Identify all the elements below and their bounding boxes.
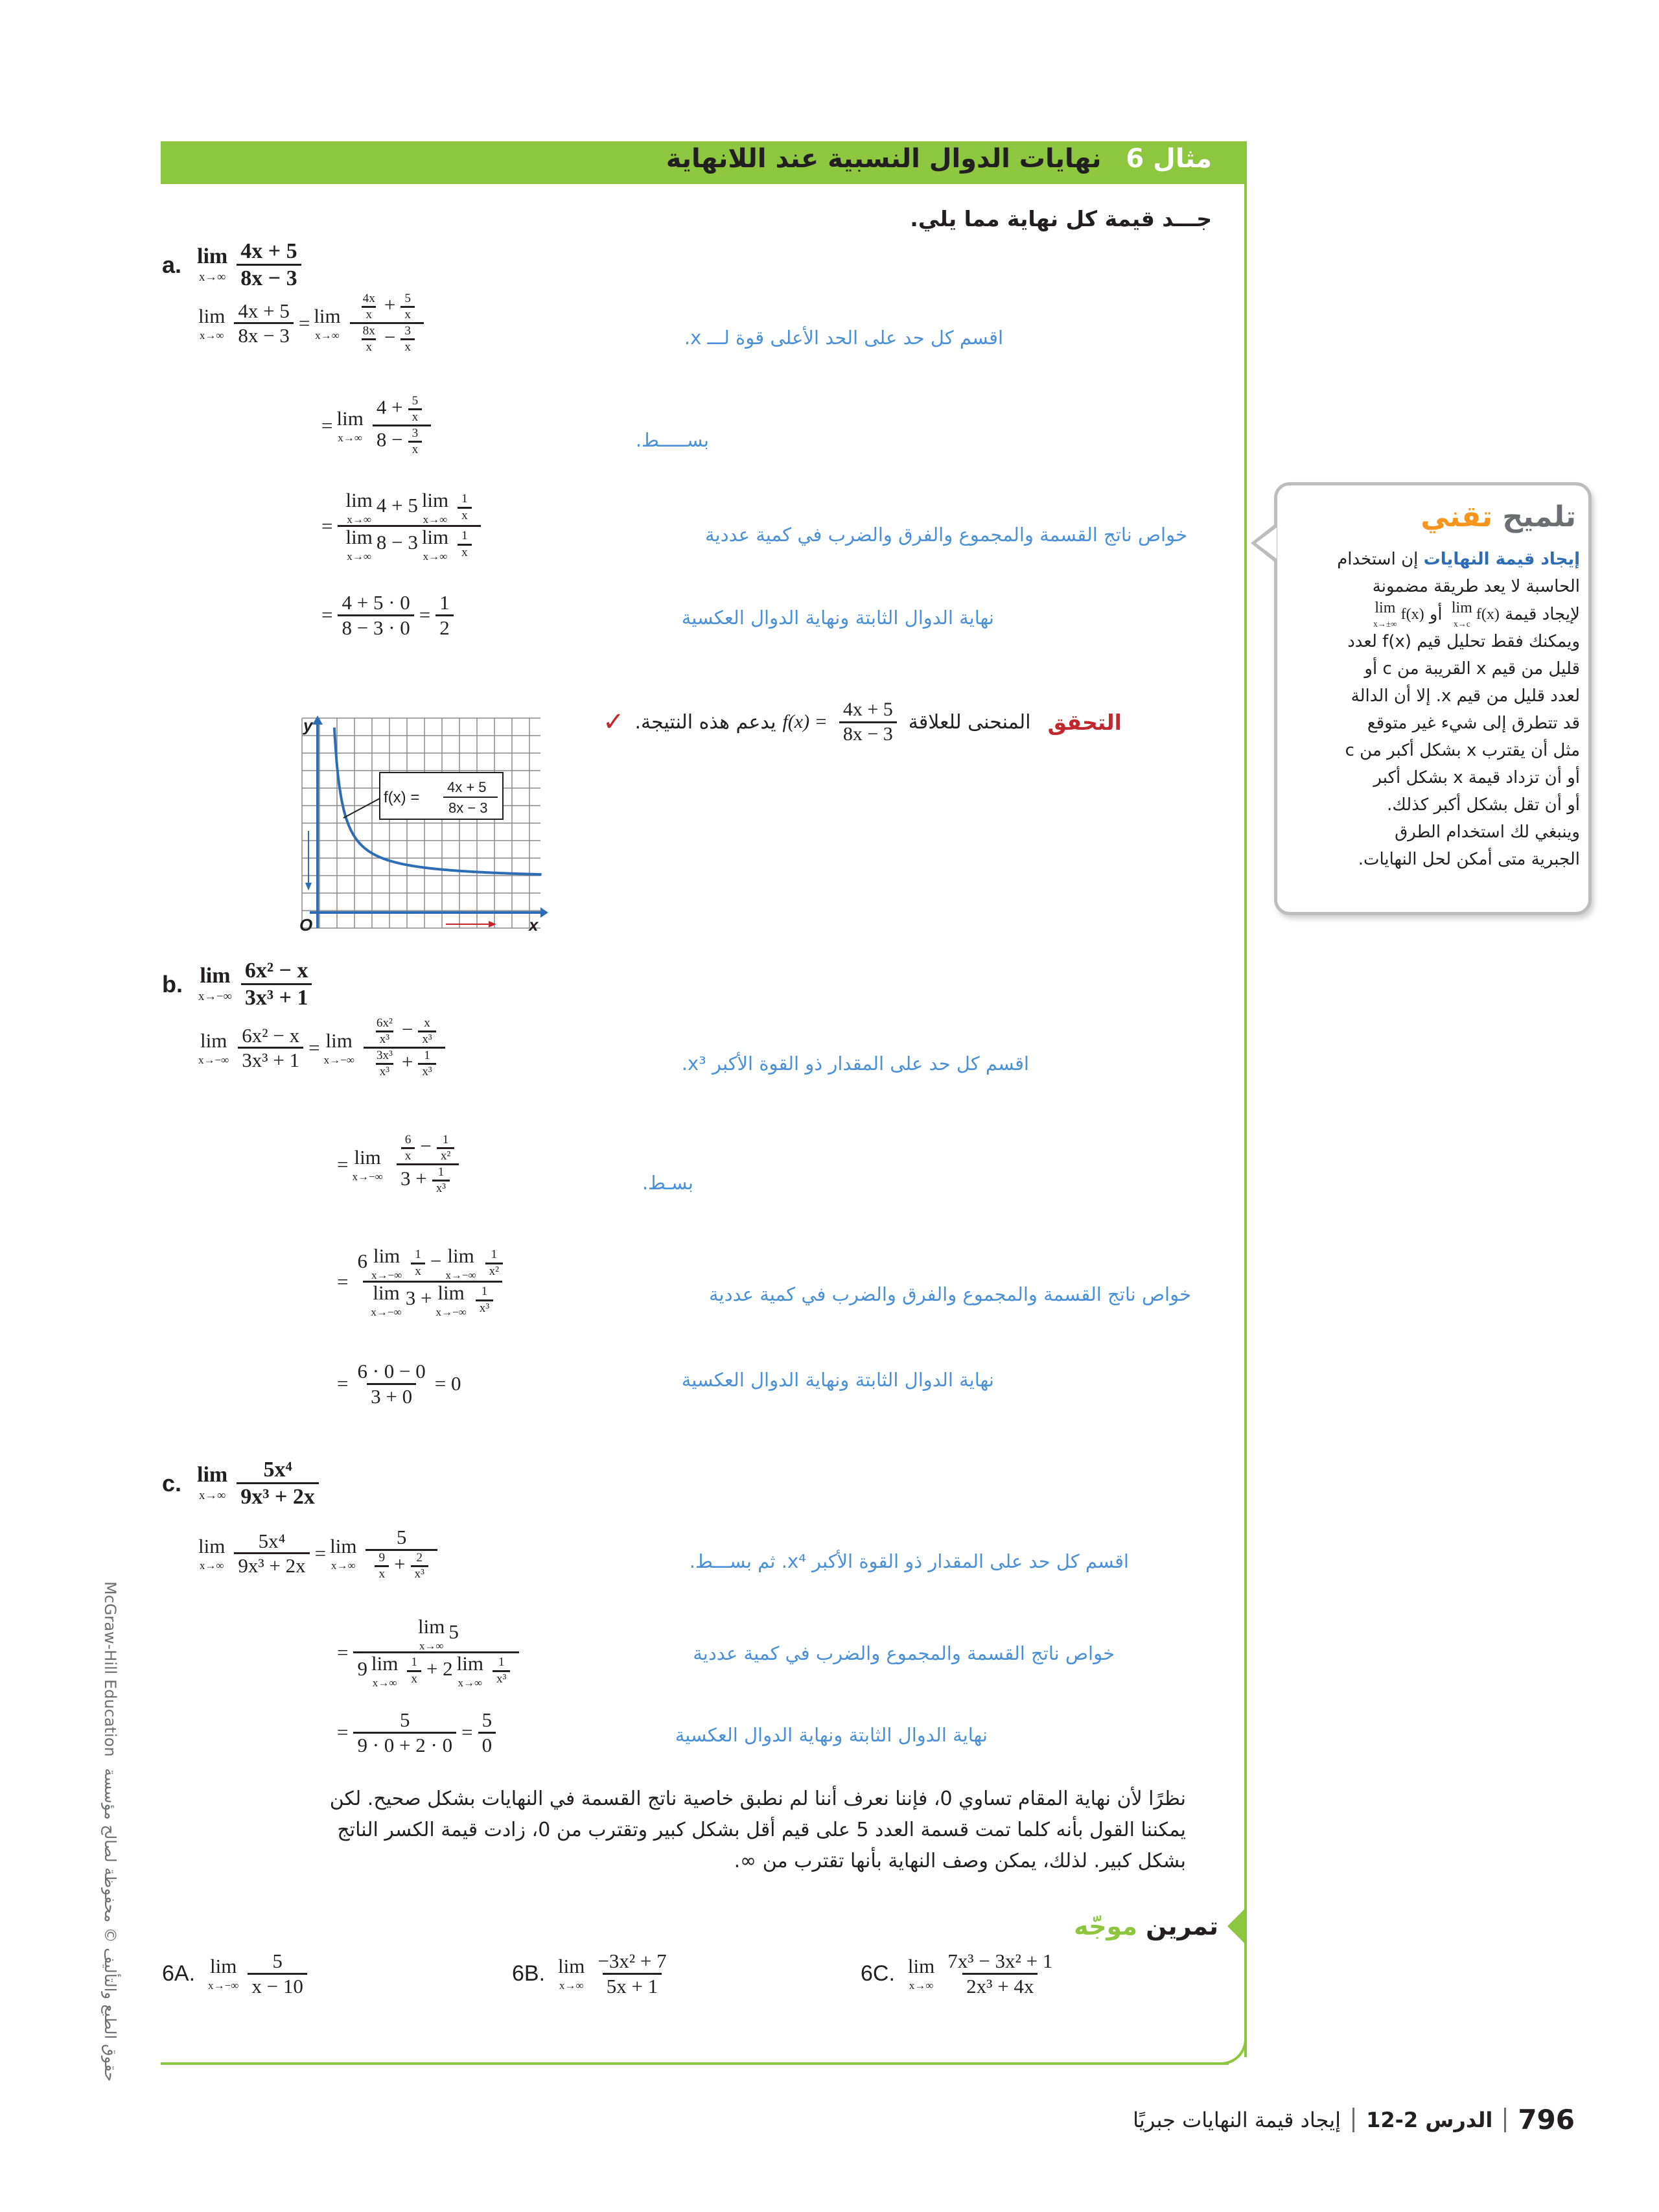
hint-line-2: الحاسبة لا يعد طريقة مضمونة [1372, 577, 1580, 596]
part-a-note-1: اقسم كل حد على الحد الأعلى قوة لـــ x. [684, 327, 1003, 349]
example-title-text: نهايات الدوال النسبية عند اللانهاية [666, 144, 1102, 174]
part-b-note-3: خواص ناتج القسمة والمجموع والفرق والضرب في كمية عددية [708, 1283, 1191, 1305]
practice-arrow [1227, 1909, 1244, 1943]
frame-bottom-border [161, 2062, 1229, 2065]
part-a-note-2: بســـــط. [635, 429, 709, 451]
hint-line-11: أو أن تقل بشكل أكبر كذلك. [1387, 795, 1580, 815]
instruction: جـــد قيمة كل نهاية مما يلي. [910, 206, 1212, 231]
part-b-step-1: lim x→−∞ $\frac{\text{6x² − x}}{\text{3x³ + 1}}$ = lim x→−∞ $\frac{\text{6x²}}{\text{x³}}$ − $\frac{x}{\text{x³}}$ $\frac{\text{3x³}}{\text{x³}}$ + $\frac{1}{\text{x³}}$ [194, 1016, 450, 1079]
practice-6a: 6A. lim x→−∞ 5 x − 10 [162, 1950, 312, 1997]
practice-6c-label: 6C. [861, 1961, 895, 1986]
practice-heading [1074, 1912, 1218, 1940]
hint-line-3: لإيجاد قيمة [1505, 604, 1580, 624]
footer-lesson-label: الدرس 2-12 [1366, 2107, 1493, 2132]
part-a-step-4: = $\frac{4 + 5 \cdot 0}{8 - 3 \cdot 0}$ = $\frac{1}{2}$ [321, 591, 459, 639]
part-c-note-1: اقسم كل حد على المقدار ذو القوة الأكبر x⁴. ثم بســـط. [689, 1550, 1129, 1572]
asymptote-arrow-y-head [305, 883, 312, 891]
part-c-label: c. [162, 1469, 182, 1496]
example-number-label: مثال 6 [1126, 144, 1212, 174]
part-b-label: b. [162, 970, 183, 997]
x-axis-arrow [540, 907, 548, 918]
hint-line-4: أو [1429, 604, 1443, 624]
practice-6b-label: 6B. [512, 1961, 546, 1986]
footer-separator-2 [1504, 2108, 1506, 2132]
part-a-step-1: lim x→∞ $\frac{4x + 5}{8x - 3}$ = lim x→∞ $\frac{4x}{x}$ + $\frac{5}{x}$ $\frac{8x}{x}$ − $\frac{3}{x}$ [194, 292, 429, 355]
graph-fx-num: 4x + 5 [447, 779, 487, 795]
sidebar-publisher: McGraw-Hill Education [101, 1581, 119, 1757]
footer-separator [1352, 2108, 1354, 2132]
check-text-after: يدعم هذه النتيجة. [634, 710, 776, 734]
practice-6c: 6C. lim x→∞ 7x³ − 3x² + 1 2x³ + 4x [861, 1950, 1053, 1997]
hint-line-12: وينبغي لك استخدام الطرق [1395, 822, 1580, 843]
hint-line-10: أو أن تزداد قيمة x بشكل أكبر [1373, 768, 1580, 788]
hint-line-5: ويمكنك فقط تحليل قيم f(x) لعدد [1347, 632, 1580, 652]
y-axis-arrow [312, 716, 323, 725]
practice-label-1: تمرين [1146, 1912, 1218, 1940]
check-line: ✓ يدعم هذه النتيجة. f(x) = $\frac{4x + 5}{8x - 3}$ المنحنى للعلاقة التحقق [603, 699, 1122, 745]
asymptote-arrow-x-head [489, 921, 496, 927]
footer-lesson-title: إيجاد قيمة النهايات جبريًا [1133, 2107, 1341, 2132]
example-title [666, 144, 1212, 174]
part-c-note-2: خواص ناتج القسمة والمجموع والضرب في كمية عددية [693, 1642, 1115, 1664]
frame-corner [1218, 2031, 1247, 2065]
graph-origin-label: O [299, 915, 313, 935]
paragraph-line-3: بشكل كبير. لذلك، يمكن وصف النهاية بأنها تقترب من ∞. [734, 1850, 1186, 1872]
part-b-step-4: = $\frac{6 \cdot 0 - 0}{3 + 0}$ = 0 [337, 1360, 461, 1408]
graph-grid [302, 718, 540, 928]
part-c-step-2: = lim x→∞ 5 9 lim x→∞ $\frac{1}{x}$ + 2 lim x→∞ $\frac{1}{\text{x³}}$ [337, 1616, 524, 1688]
check-text-before: المنحنى للعلاقة [908, 710, 1031, 734]
hint-line-8: قد تتطرق إلى شيء غير متوقع [1367, 714, 1580, 734]
part-b-note-4: نهاية الدوال الثابتة ونهاية الدوال العكسية [681, 1369, 994, 1391]
hint-line-1: إن استخدام [1337, 550, 1419, 569]
graph-x-label: x [529, 915, 539, 935]
hint-line-13: الجبرية متى أمكن لحل النهايات. [1358, 850, 1580, 870]
check-mark: ✓ [603, 707, 625, 737]
frame-right-border [1244, 184, 1247, 2057]
part-c-note-3: نهاية الدوال الثابتة ونهاية الدوال العكسية [675, 1724, 988, 1746]
paragraph-line-1: نظرًا لأن نهاية المقام تساوي 0، فإننا نعرف أننا لم نطبق خاصية ناتج القسمة في النهايات بشكل صحيح. لكن [329, 1787, 1186, 1810]
graph-label-pointer [343, 798, 380, 818]
sidebar-copyright: حقوق الطبع والتأليف © محفوظة لصالح مؤسسة [101, 1768, 119, 2082]
graph-fx-label: f(x) = [384, 789, 420, 806]
hint-title-2: تقني [1421, 500, 1493, 533]
paragraph-line-2: يمكننا القول بأنه كلما تمت قسمة العدد 5 على قيم أقل بشكل كبير وتقترب من 0، زادت قيمة الكسر الناتج [337, 1819, 1186, 1841]
part-c-paragraph [330, 1784, 1186, 1877]
part-c-step-3: = $\frac{5}{9 \cdot 0 + 2 \cdot 0}$ = $\frac{5}{0}$ [337, 1708, 501, 1756]
graph-fx-den: 8x − 3 [448, 800, 488, 816]
part-c-step-1: lim x→∞ $\frac{\text{5x⁴}}{\text{9x³ + 2x}}$ = lim x→∞ 5 $\frac{9}{x}$ + $\frac{2}{\text{x³}}$ [194, 1526, 443, 1581]
part-b-step-3: = 6 lim x→−∞ $\frac{1}{x}$ − lim x→−∞ $\frac{1}{\text{x²}}$ lim x→−∞ 3 + lim x→−∞ $\frac{1}{\text{x³}}$ [337, 1246, 517, 1318]
part-a-note-3: خواص ناتج القسمة والمجموع والفرق والضرب في كمية عددية [704, 524, 1187, 546]
hint-body: إيجاد قيمة النهايات إن استخدام الحاسبة لا يعد طريقة مضمونة لإيجاد قيمة lim x→c f(x) أو lim x→±∞ f(x) ويمكنك فقط تحليل قيم f(x) لعدد قليل من قيم x القريبة من c أو لعدد قليل من قيم x. إلا أن الدالة قد تتطرق إلى شيء غير متوقع مثل أن يقترب x بشكل أكبر من c أو أن تزداد قيمة x بشكل أكبر أو أن تقل بشكل أكبر كذلك. وينبغي لك استخدام الطرق الجبرية متى أمكن لحل النهايات. [1288, 546, 1580, 873]
hint-line-6: قليل من قيم x القريبة من c أو [1364, 659, 1580, 679]
hint-pointer-inner [1256, 528, 1277, 559]
sidebar-credit [101, 1581, 119, 2082]
footer-page-number: 796 [1518, 2104, 1575, 2136]
part-b-problem: b. lim x→−∞ 6x² − x 3x³ + 1 [162, 958, 317, 1010]
check-label: التحقق [1047, 709, 1122, 735]
footer [1133, 2104, 1575, 2136]
hint-title-1: تلميح [1502, 500, 1576, 533]
part-a-step-3: = lim x→∞ 4 + 5 lim x→∞ $\frac{1}{x}$ lim x→∞ 8 − 3 lim x→∞ $\frac{1}{x}$ [321, 490, 486, 562]
hint-line-9: مثل أن يقترب x بشكل أكبر من c [1345, 741, 1580, 761]
part-b-step-2: = lim x→−∞ $\frac{6}{x}$ − $\frac{1}{\text{x²}}$ 3 + $\frac{1}{\text{x³}}$ [337, 1133, 469, 1196]
hint-line-7: لعدد قليل من قيم x. إلا أن الدالة [1351, 686, 1580, 706]
part-b-note-1: اقسم كل حد على المقدار ذو القوة الأكبر x³. [681, 1053, 1029, 1075]
part-a-step-2: = lim x→∞ 4 + $\frac{5}{x}$ 8 − $\frac{3}{x}$ [321, 394, 436, 457]
part-a-note-4: نهاية الدوال الثابتة ونهاية الدوال العكسية [681, 607, 994, 629]
part-a-problem: a. lim x→∞ 4x + 5 8x − 3 [162, 239, 307, 291]
part-c-problem: c. lim x→∞ 5x⁴ 9x³ + 2x [162, 1457, 324, 1509]
part-a-label: a. [162, 251, 182, 278]
hint-subtitle: إيجاد قيمة النهايات [1423, 550, 1580, 569]
graph-y-label: y [303, 716, 313, 735]
part-b-note-2: بسـط. [642, 1172, 693, 1194]
check-graph [297, 714, 548, 935]
hint-title [1421, 500, 1576, 533]
practice-label-2: موجّه [1074, 1912, 1137, 1940]
practice-6a-label: 6A. [162, 1961, 196, 1986]
practice-6b: 6B. lim x→∞ −3x² + 7 5x + 1 [512, 1950, 667, 1997]
